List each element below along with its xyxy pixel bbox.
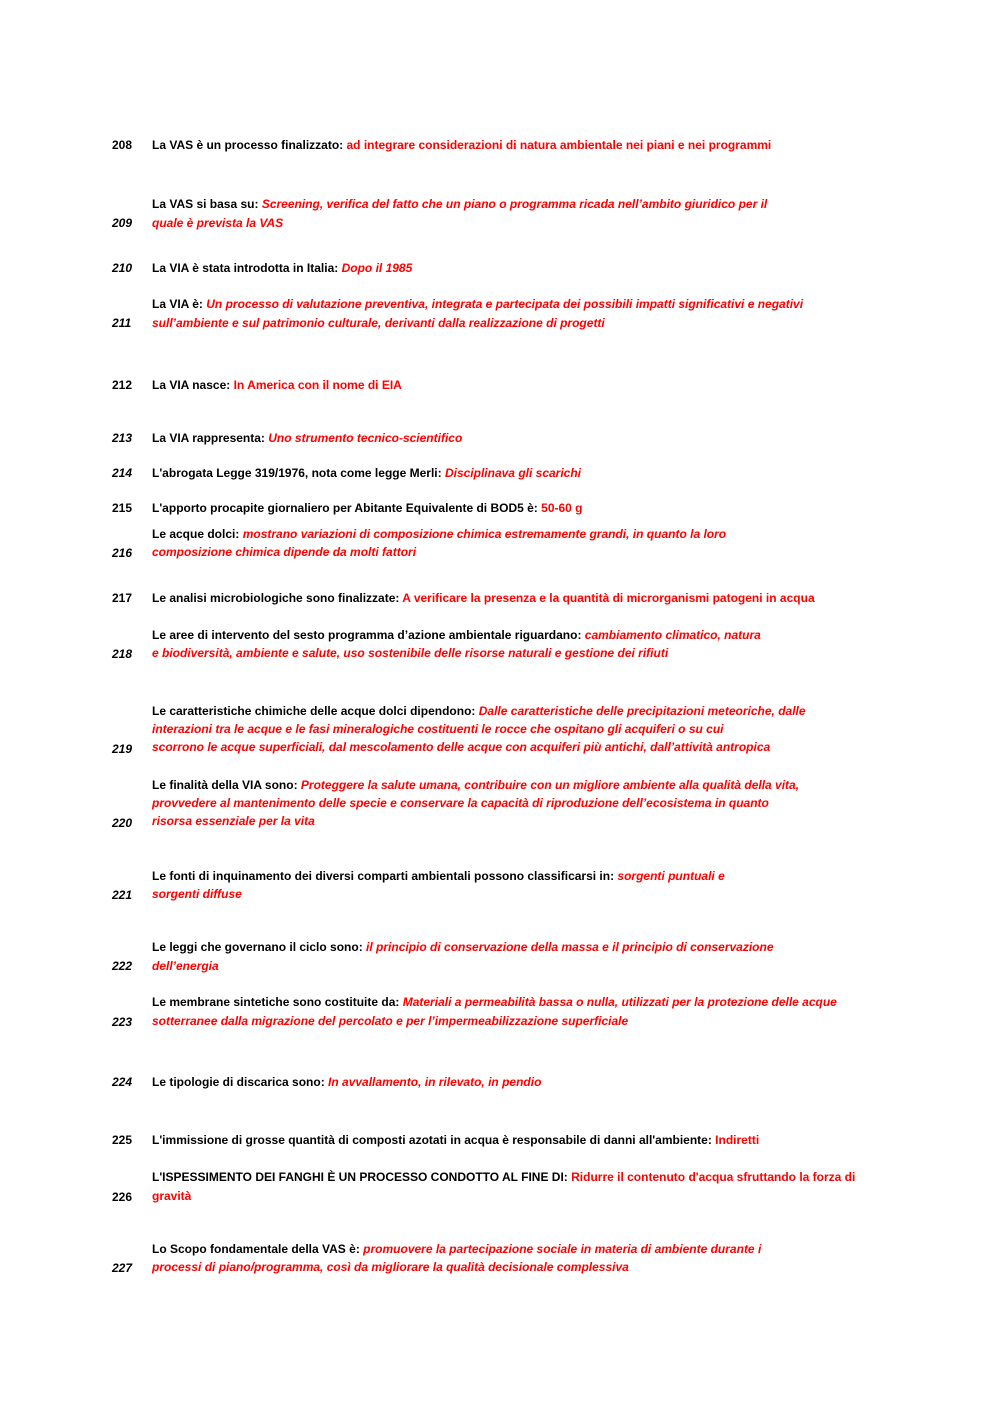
entry-number: 215	[112, 501, 133, 515]
entry-line	[152, 1187, 872, 1205]
question-text: Lo Scopo fondamentale della VAS è:	[152, 1242, 364, 1256]
entry-line	[152, 1073, 872, 1091]
answer-text: Disciplinava gli scarichi	[444, 466, 582, 480]
question-text: Le acque dolci:	[152, 527, 243, 541]
entry-line	[152, 702, 872, 720]
entry-line	[152, 499, 872, 517]
entry-number: 223	[112, 1015, 133, 1029]
entry-line	[152, 295, 872, 313]
answer-text: composizione chimica dipende da molti fattori	[152, 545, 417, 559]
entry-number: 221	[112, 888, 133, 902]
entry-number: 220	[112, 816, 133, 830]
question-text: Le fonti di inquinamento dei diversi comparti ambientali possono classificarsi in:	[152, 869, 618, 883]
answer-text: 50-60 g	[541, 501, 583, 515]
answer-text: gravità	[152, 1189, 192, 1203]
question-text: Le leggi che governano il ciclo sono:	[152, 940, 367, 954]
answer-text: Screening, verifica del fatto che un piano o programma ricada nell’ambito giuridico per il	[261, 197, 768, 211]
entry-line	[152, 195, 872, 213]
question-text: L'apporto procapite giornaliero per Abitante Equivalente di BOD5 è:	[152, 501, 542, 515]
answer-text: sotterranee dalla migrazione del percolato e per l’impermeabilizzazione superficiale	[152, 1014, 629, 1028]
entry-line	[152, 259, 872, 277]
entry-line	[152, 136, 872, 154]
question-text: Le finalità della VIA sono:	[152, 778, 301, 792]
answer-text: il principio di conservazione della massa e il principio di conservazione	[366, 940, 774, 954]
answer-text: promuovere la partecipazione sociale in materia di ambiente durante i	[363, 1242, 762, 1256]
entry-line	[152, 885, 872, 903]
answer-text: Proteggere la salute umana, contribuire con un migliore ambiente alla qualità della vita,	[300, 778, 800, 792]
entry-line	[152, 938, 872, 956]
answer-text: processi di piano/programma, così da migliorare la qualità decisionale complessiva	[152, 1260, 629, 1274]
answer-text: Dopo il 1985	[341, 261, 413, 275]
question-text: Le membrane sintetiche sono costituite da:	[152, 995, 403, 1009]
entry-line	[152, 626, 872, 644]
entry-number: 219	[112, 742, 133, 756]
question-text: Le caratteristiche chimiche delle acque dolci dipendono:	[152, 704, 479, 718]
entry-number: 227	[112, 1261, 133, 1275]
answer-text: scorrono le acque superficiali, dal mescolamento delle acque con acquiferi più antichi, dall’attività antropica	[152, 740, 771, 754]
entry-number: 208	[112, 138, 133, 152]
entry-line	[152, 1240, 872, 1258]
entry-line	[152, 1168, 872, 1186]
entry-line	[152, 776, 872, 794]
answer-text: e biodiversità, ambiente e salute, uso sostenibile delle risorse naturali e gestione dei rifiuti	[152, 646, 669, 660]
entry-line	[152, 738, 872, 756]
entry-line	[152, 1012, 872, 1030]
question-text: L'abrogata Legge 319/1976, nota come legge Merli:	[152, 466, 445, 480]
answer-text: mostrano variazioni di composizione chimica estremamente grandi, in quanto la loro	[242, 527, 727, 541]
answer-text: dell’energia	[152, 959, 219, 973]
entry-line	[152, 957, 872, 975]
question-text: La VIA nasce:	[152, 378, 234, 392]
answer-text: cambiamento climatico, natura	[584, 628, 761, 642]
entry-line	[152, 543, 872, 561]
entry-line	[152, 993, 872, 1011]
entry-line	[152, 720, 872, 738]
entry-number: 225	[112, 1133, 133, 1147]
question-text: La VIA rappresenta:	[152, 431, 269, 445]
answer-text: interazioni tra le acque e le fasi mineralogiche costituenti le rocce che ospitano gli acquiferi o su cui	[152, 722, 724, 736]
answer-text: sorgenti puntuali e	[617, 869, 725, 883]
entry-line	[152, 867, 872, 885]
answer-text: Un processo di valutazione preventiva, integrata e partecipata dei possibili impatti significativi e negativi	[206, 297, 804, 311]
question-text: L'immissione di grosse quantità di composti azotati in acqua è responsabile di danni all'ambiente:	[152, 1133, 716, 1147]
answer-text: sull’ambiente e sul patrimonio culturale, derivanti dalla realizzazione di progetti	[152, 316, 605, 330]
answer-text: sorgenti diffuse	[152, 887, 242, 901]
question-text: La VAS si basa su:	[152, 197, 262, 211]
entry-line	[152, 214, 872, 232]
question-text: La VIA è stata introdotta in Italia:	[152, 261, 342, 275]
entry-number: 218	[112, 647, 133, 661]
answer-text: In avvallamento, in rilevato, in pendio	[328, 1075, 542, 1089]
entry-line	[152, 376, 872, 394]
entry-line	[152, 812, 872, 830]
entry-number: 209	[112, 216, 133, 230]
question-text: La VAS è un processo finalizzato:	[152, 138, 347, 152]
answer-text: risorsa essenziale per la vita	[152, 814, 315, 828]
answer-text: In America con il nome di EIA	[233, 378, 402, 392]
answer-text: Uno strumento tecnico-scientifico	[268, 431, 463, 445]
answer-text: quale è prevista la VAS	[152, 216, 284, 230]
entry-line	[152, 525, 872, 543]
question-text: Le aree di intervento del sesto programma d’azione ambientale riguardano:	[152, 628, 585, 642]
entry-line	[152, 314, 872, 332]
entry-number: 217	[112, 591, 133, 605]
entry-number: 214	[112, 466, 133, 480]
entry-line	[152, 1131, 872, 1149]
question-text: Le tipologie di discarica sono:	[152, 1075, 329, 1089]
entry-line	[152, 429, 872, 447]
entry-number: 213	[112, 431, 133, 445]
entry-number: 212	[112, 378, 133, 392]
answer-text: provvedere al mantenimento delle specie e conservare la capacità di riproduzione dell’ecosistema in quanto	[152, 796, 769, 810]
answer-text: ad integrare considerazioni di natura ambientale nei piani e nei programmi	[346, 138, 772, 152]
entry-line	[152, 794, 872, 812]
question-text: L'ISPESSIMENTO DEI FANGHI È UN PROCESSO CONDOTTO AL FINE DI:	[152, 1170, 572, 1184]
entry-number: 222	[112, 959, 133, 973]
entry-line	[152, 464, 872, 482]
entry-number: 226	[112, 1190, 133, 1204]
entry-line	[152, 589, 872, 607]
answer-text: Indiretti	[715, 1133, 760, 1147]
entry-number: 216	[112, 546, 133, 560]
answer-text: A verificare la presenza e la quantità di microrganismi patogeni in acqua	[402, 591, 815, 605]
entry-number: 211	[112, 316, 132, 330]
entry-line	[152, 644, 872, 662]
question-text: La VIA è:	[152, 297, 207, 311]
entry-number: 224	[112, 1075, 133, 1089]
entry-number: 210	[112, 261, 133, 275]
answer-text: Ridurre il contenuto d'acqua sfruttando la forza di	[571, 1170, 856, 1184]
entry-line	[152, 1258, 872, 1276]
answer-text: Dalle caratteristiche delle precipitazioni meteoriche, dalle	[478, 704, 806, 718]
answer-text: Materiali a permeabilità bassa o nulla, utilizzati per la protezione delle acque	[402, 995, 837, 1009]
question-text: Le analisi microbiologiche sono finalizzate:	[152, 591, 403, 605]
